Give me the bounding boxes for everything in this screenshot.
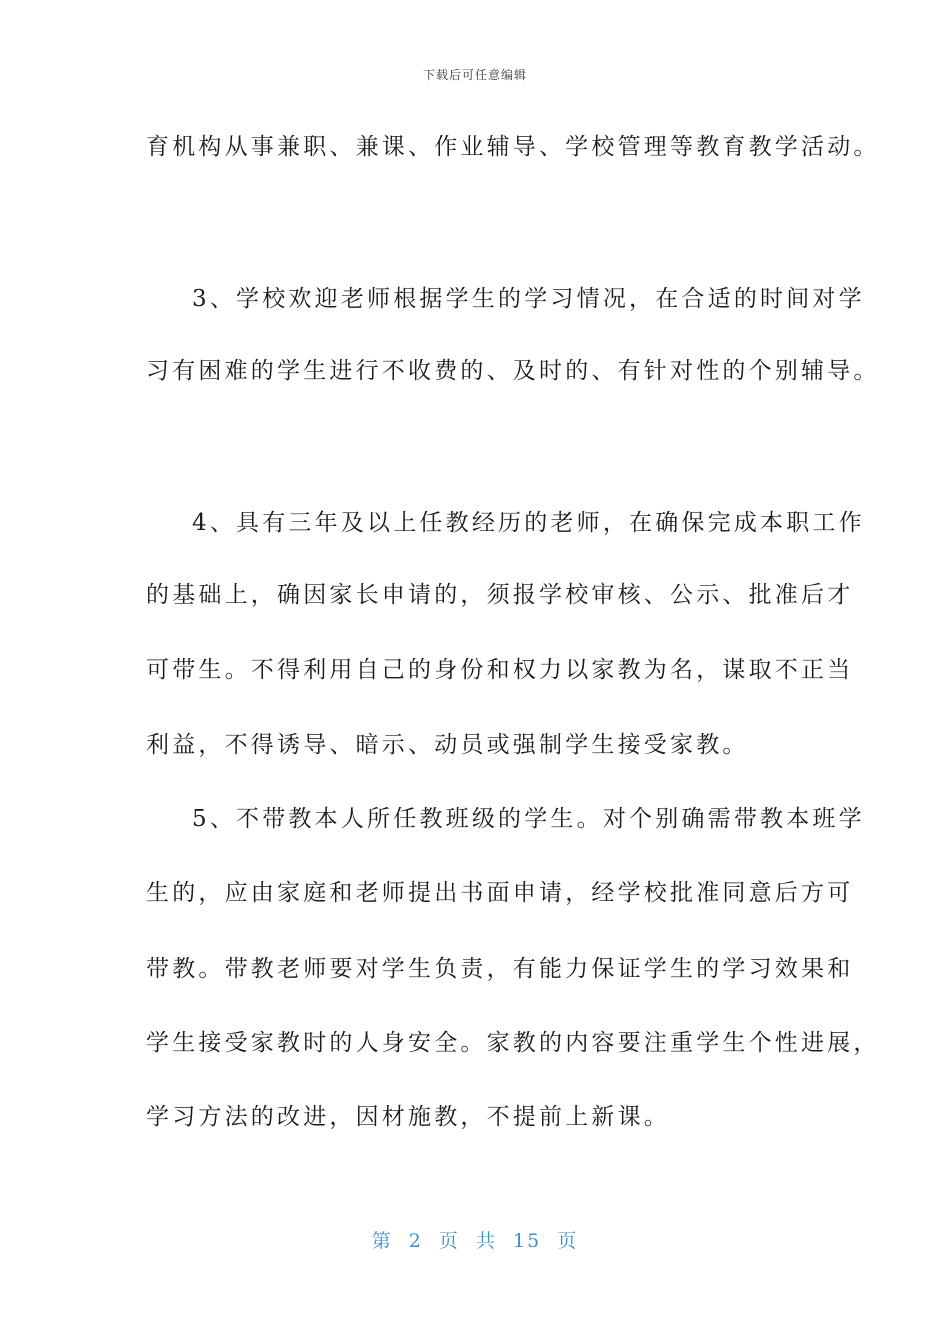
paragraph-3-line: 3、学校欢迎老师根据学生的学习情况，在合适的时间对学 xyxy=(192,286,865,312)
paragraph-4-line: 4、具有三年及以上任教经历的老师，在确保完成本职工作 xyxy=(192,510,865,536)
body-line: 利益，不得诱导、暗示、动员或强制学生接受家教。 xyxy=(146,732,749,758)
body-line: 的基础上，确因家长申请的，须报学校审核、公示、批准后才 xyxy=(146,582,854,608)
page-number-footer: 第 2 页 共 15 页 xyxy=(371,1230,579,1252)
body-line: 可带生。不得利用自己的身份和权力以家教为名，谋取不正当 xyxy=(146,657,854,683)
page-header: 下载后可任意编辑 xyxy=(422,68,527,82)
body-line: 育机构从事兼职、兼课、作业辅导、学校管理等教育教学活动。 xyxy=(146,134,880,160)
paragraph-5-line: 5、不带教本人所任教班级的学生。对个别确需带教本班学 xyxy=(192,806,865,832)
body-line: 学习方法的改进，因材施教，不提前上新课。 xyxy=(146,1104,670,1130)
body-line: 带教。带教老师要对学生负责，有能力保证学生的学习效果和 xyxy=(146,956,854,982)
body-line: 学生接受家教时的人身安全。家教的内容要注重学生个性进展， xyxy=(146,1030,880,1056)
body-line: 生的，应由家庭和老师提出书面申请，经学校批准同意后方可 xyxy=(146,880,854,906)
body-line: 习有困难的学生进行不收费的、及时的、有针对性的个别辅导。 xyxy=(146,358,880,384)
